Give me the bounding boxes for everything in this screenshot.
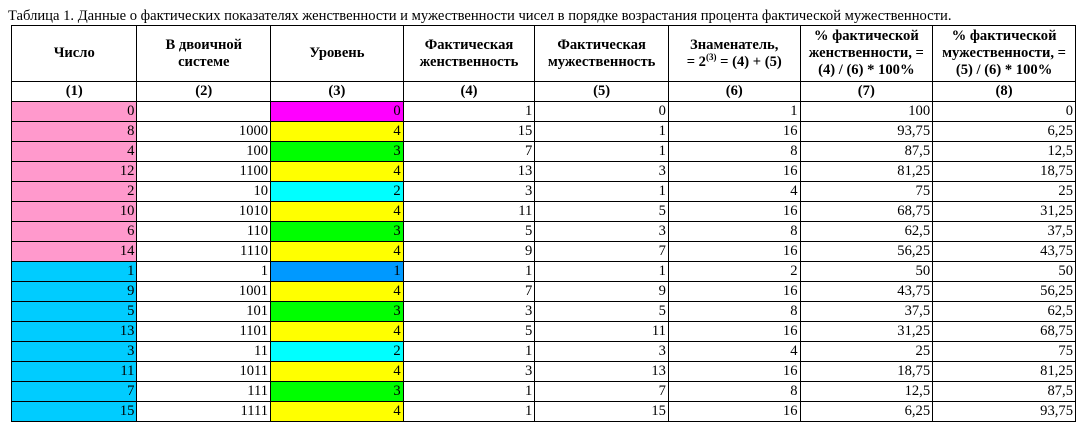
cell-masculine: 3 [535,342,669,362]
cell-feminine: 15 [403,122,535,142]
cell-level: 2 [271,182,404,202]
cell-level: 1 [271,262,404,282]
table-row [12,222,1076,242]
cell-pct-feminine: 43,75 [800,282,933,302]
header-pct-feminine: % фактической женственности, = (4) / (6) * 100% [800,26,933,82]
numbers-table [11,25,1076,422]
cell-masculine: 15 [535,402,669,422]
cell-pct-feminine: 68,75 [800,202,933,222]
table-row [12,402,1076,422]
cell-pct-masculine: 50 [933,262,1076,282]
table-row [12,162,1076,182]
cell-number: 5 [12,302,137,322]
cell-denominator: 16 [668,122,800,142]
table-row [12,202,1076,222]
cell-denominator: 16 [668,282,800,302]
cell-feminine: 5 [403,222,535,242]
cell-pct-feminine: 62,5 [800,222,933,242]
cell-pct-feminine: 31,25 [800,322,933,342]
table-row [12,342,1076,362]
header-denominator-sup: (3) [705,51,717,62]
cell-number: 1 [12,262,137,282]
cell-feminine: 1 [403,382,535,402]
index-cell: (5) [535,82,669,102]
cell-denominator: 16 [668,202,800,222]
cell-binary: 101 [137,302,271,322]
index-cell: (7) [800,82,933,102]
header-denominator-pre: = 2 [686,53,706,70]
cell-masculine: 7 [535,242,669,262]
cell-pct-feminine: 93,75 [800,122,933,142]
table-row [12,102,1076,122]
cell-level: 4 [271,322,404,342]
cell-denominator: 16 [668,362,800,382]
cell-number: 13 [12,322,137,342]
cell-masculine: 3 [535,222,669,242]
cell-masculine: 1 [535,122,669,142]
cell-number: 0 [12,102,137,122]
table-row [12,242,1076,262]
cell-feminine: 1 [403,402,535,422]
cell-denominator: 2 [668,262,800,282]
cell-feminine: 7 [403,282,535,302]
cell-binary: 1000 [137,122,271,142]
cell-pct-masculine: 12,5 [933,142,1076,162]
cell-level: 2 [271,342,404,362]
cell-pct-feminine: 75 [800,182,933,202]
cell-level: 0 [271,102,404,122]
index-cell: (2) [137,82,271,102]
cell-denominator: 16 [668,242,800,262]
table-row [12,262,1076,282]
table-row [12,302,1076,322]
header-denominator-post: = (4) + (5) [716,53,782,70]
cell-binary: 10 [137,182,271,202]
cell-number: 7 [12,382,137,402]
cell-number: 2 [12,182,137,202]
table-row [12,382,1076,402]
cell-masculine: 11 [535,322,669,342]
cell-denominator: 16 [668,162,800,182]
header-feminine: Фактическая женственность [403,26,535,82]
table-row [12,182,1076,202]
cell-binary: 1001 [137,282,271,302]
cell-feminine: 11 [403,202,535,222]
cell-binary [137,102,271,122]
cell-masculine: 9 [535,282,669,302]
index-cell: (8) [933,82,1076,102]
cell-pct-masculine: 81,25 [933,362,1076,382]
cell-number: 14 [12,242,137,262]
cell-masculine: 5 [535,202,669,222]
cell-pct-masculine: 37,5 [933,222,1076,242]
cell-pct-feminine: 37,5 [800,302,933,322]
table-caption: Таблица 1. Данные о фактических показателях женственности и мужественности чисел в порядке возрастания процента фактической мужественности. [8,8,952,24]
cell-denominator: 8 [668,142,800,162]
header-binary: В двоичной системе [137,26,271,82]
cell-feminine: 1 [403,342,535,362]
cell-number: 4 [12,142,137,162]
cell-denominator: 16 [668,322,800,342]
cell-pct-masculine: 6,25 [933,122,1076,142]
header-level: Уровень [271,26,404,82]
cell-feminine: 1 [403,262,535,282]
index-cell: (6) [668,82,800,102]
cell-number: 12 [12,162,137,182]
cell-denominator: 4 [668,182,800,202]
cell-pct-masculine: 62,5 [933,302,1076,322]
table-row [12,362,1076,382]
cell-denominator: 8 [668,222,800,242]
header-pct-masculine: % фактической мужественности, = (5) / (6) * 100% [933,26,1076,82]
cell-binary: 1011 [137,362,271,382]
cell-number: 10 [12,202,137,222]
cell-level: 4 [271,242,404,262]
cell-masculine: 7 [535,382,669,402]
cell-pct-masculine: 56,25 [933,282,1076,302]
cell-pct-masculine: 43,75 [933,242,1076,262]
cell-pct-feminine: 50 [800,262,933,282]
cell-pct-masculine: 25 [933,182,1076,202]
cell-binary: 110 [137,222,271,242]
index-cell: (4) [403,82,535,102]
cell-level: 3 [271,382,404,402]
cell-pct-masculine: 75 [933,342,1076,362]
cell-level: 4 [271,202,404,222]
cell-feminine: 9 [403,242,535,262]
cell-level: 4 [271,362,404,382]
cell-number: 9 [12,282,137,302]
cell-masculine: 1 [535,262,669,282]
cell-denominator: 8 [668,302,800,322]
cell-pct-masculine: 31,25 [933,202,1076,222]
table-row [12,282,1076,302]
cell-binary: 100 [137,142,271,162]
cell-binary: 1111 [137,402,271,422]
cell-denominator: 16 [668,402,800,422]
table-row [12,122,1076,142]
cell-pct-feminine: 81,25 [800,162,933,182]
cell-pct-masculine: 68,75 [933,322,1076,342]
cell-pct-feminine: 100 [800,102,933,122]
cell-feminine: 13 [403,162,535,182]
cell-binary: 11 [137,342,271,362]
header-masculine: Фактическая мужественность [535,26,669,82]
cell-level: 3 [271,142,404,162]
cell-feminine: 1 [403,102,535,122]
cell-pct-feminine: 87,5 [800,142,933,162]
cell-feminine: 3 [403,182,535,202]
index-row [12,82,1076,102]
cell-number: 8 [12,122,137,142]
cell-level: 4 [271,282,404,302]
cell-pct-masculine: 0 [933,102,1076,122]
cell-masculine: 13 [535,362,669,382]
cell-number: 6 [12,222,137,242]
cell-feminine: 3 [403,362,535,382]
cell-level: 4 [271,122,404,142]
table-row [12,322,1076,342]
cell-pct-feminine: 12,5 [800,382,933,402]
cell-pct-feminine: 6,25 [800,402,933,422]
cell-masculine: 1 [535,182,669,202]
table-body [12,102,1076,422]
cell-pct-feminine: 25 [800,342,933,362]
header-denominator [668,26,800,82]
cell-denominator: 4 [668,342,800,362]
header-number: Число [12,26,137,82]
cell-level: 4 [271,402,404,422]
cell-pct-feminine: 18,75 [800,362,933,382]
cell-number: 3 [12,342,137,362]
cell-number: 11 [12,362,137,382]
cell-binary: 1010 [137,202,271,222]
cell-feminine: 3 [403,302,535,322]
index-cell: (3) [271,82,404,102]
cell-pct-masculine: 18,75 [933,162,1076,182]
cell-binary: 1 [137,262,271,282]
index-cell: (1) [12,82,137,102]
header-row [12,26,1076,82]
table-row [12,142,1076,162]
cell-denominator: 1 [668,102,800,122]
cell-feminine: 5 [403,322,535,342]
cell-masculine: 1 [535,142,669,162]
cell-denominator: 8 [668,382,800,402]
cell-masculine: 5 [535,302,669,322]
cell-binary: 1110 [137,242,271,262]
cell-level: 4 [271,162,404,182]
cell-level: 3 [271,302,404,322]
cell-level: 3 [271,222,404,242]
cell-number: 15 [12,402,137,422]
cell-masculine: 3 [535,162,669,182]
cell-feminine: 7 [403,142,535,162]
cell-pct-masculine: 93,75 [933,402,1076,422]
cell-pct-masculine: 87,5 [933,382,1076,402]
cell-pct-feminine: 56,25 [800,242,933,262]
cell-masculine: 0 [535,102,669,122]
cell-binary: 1100 [137,162,271,182]
header-denominator-line1: Знаменатель, [690,36,779,53]
cell-binary: 1101 [137,322,271,342]
cell-binary: 111 [137,382,271,402]
